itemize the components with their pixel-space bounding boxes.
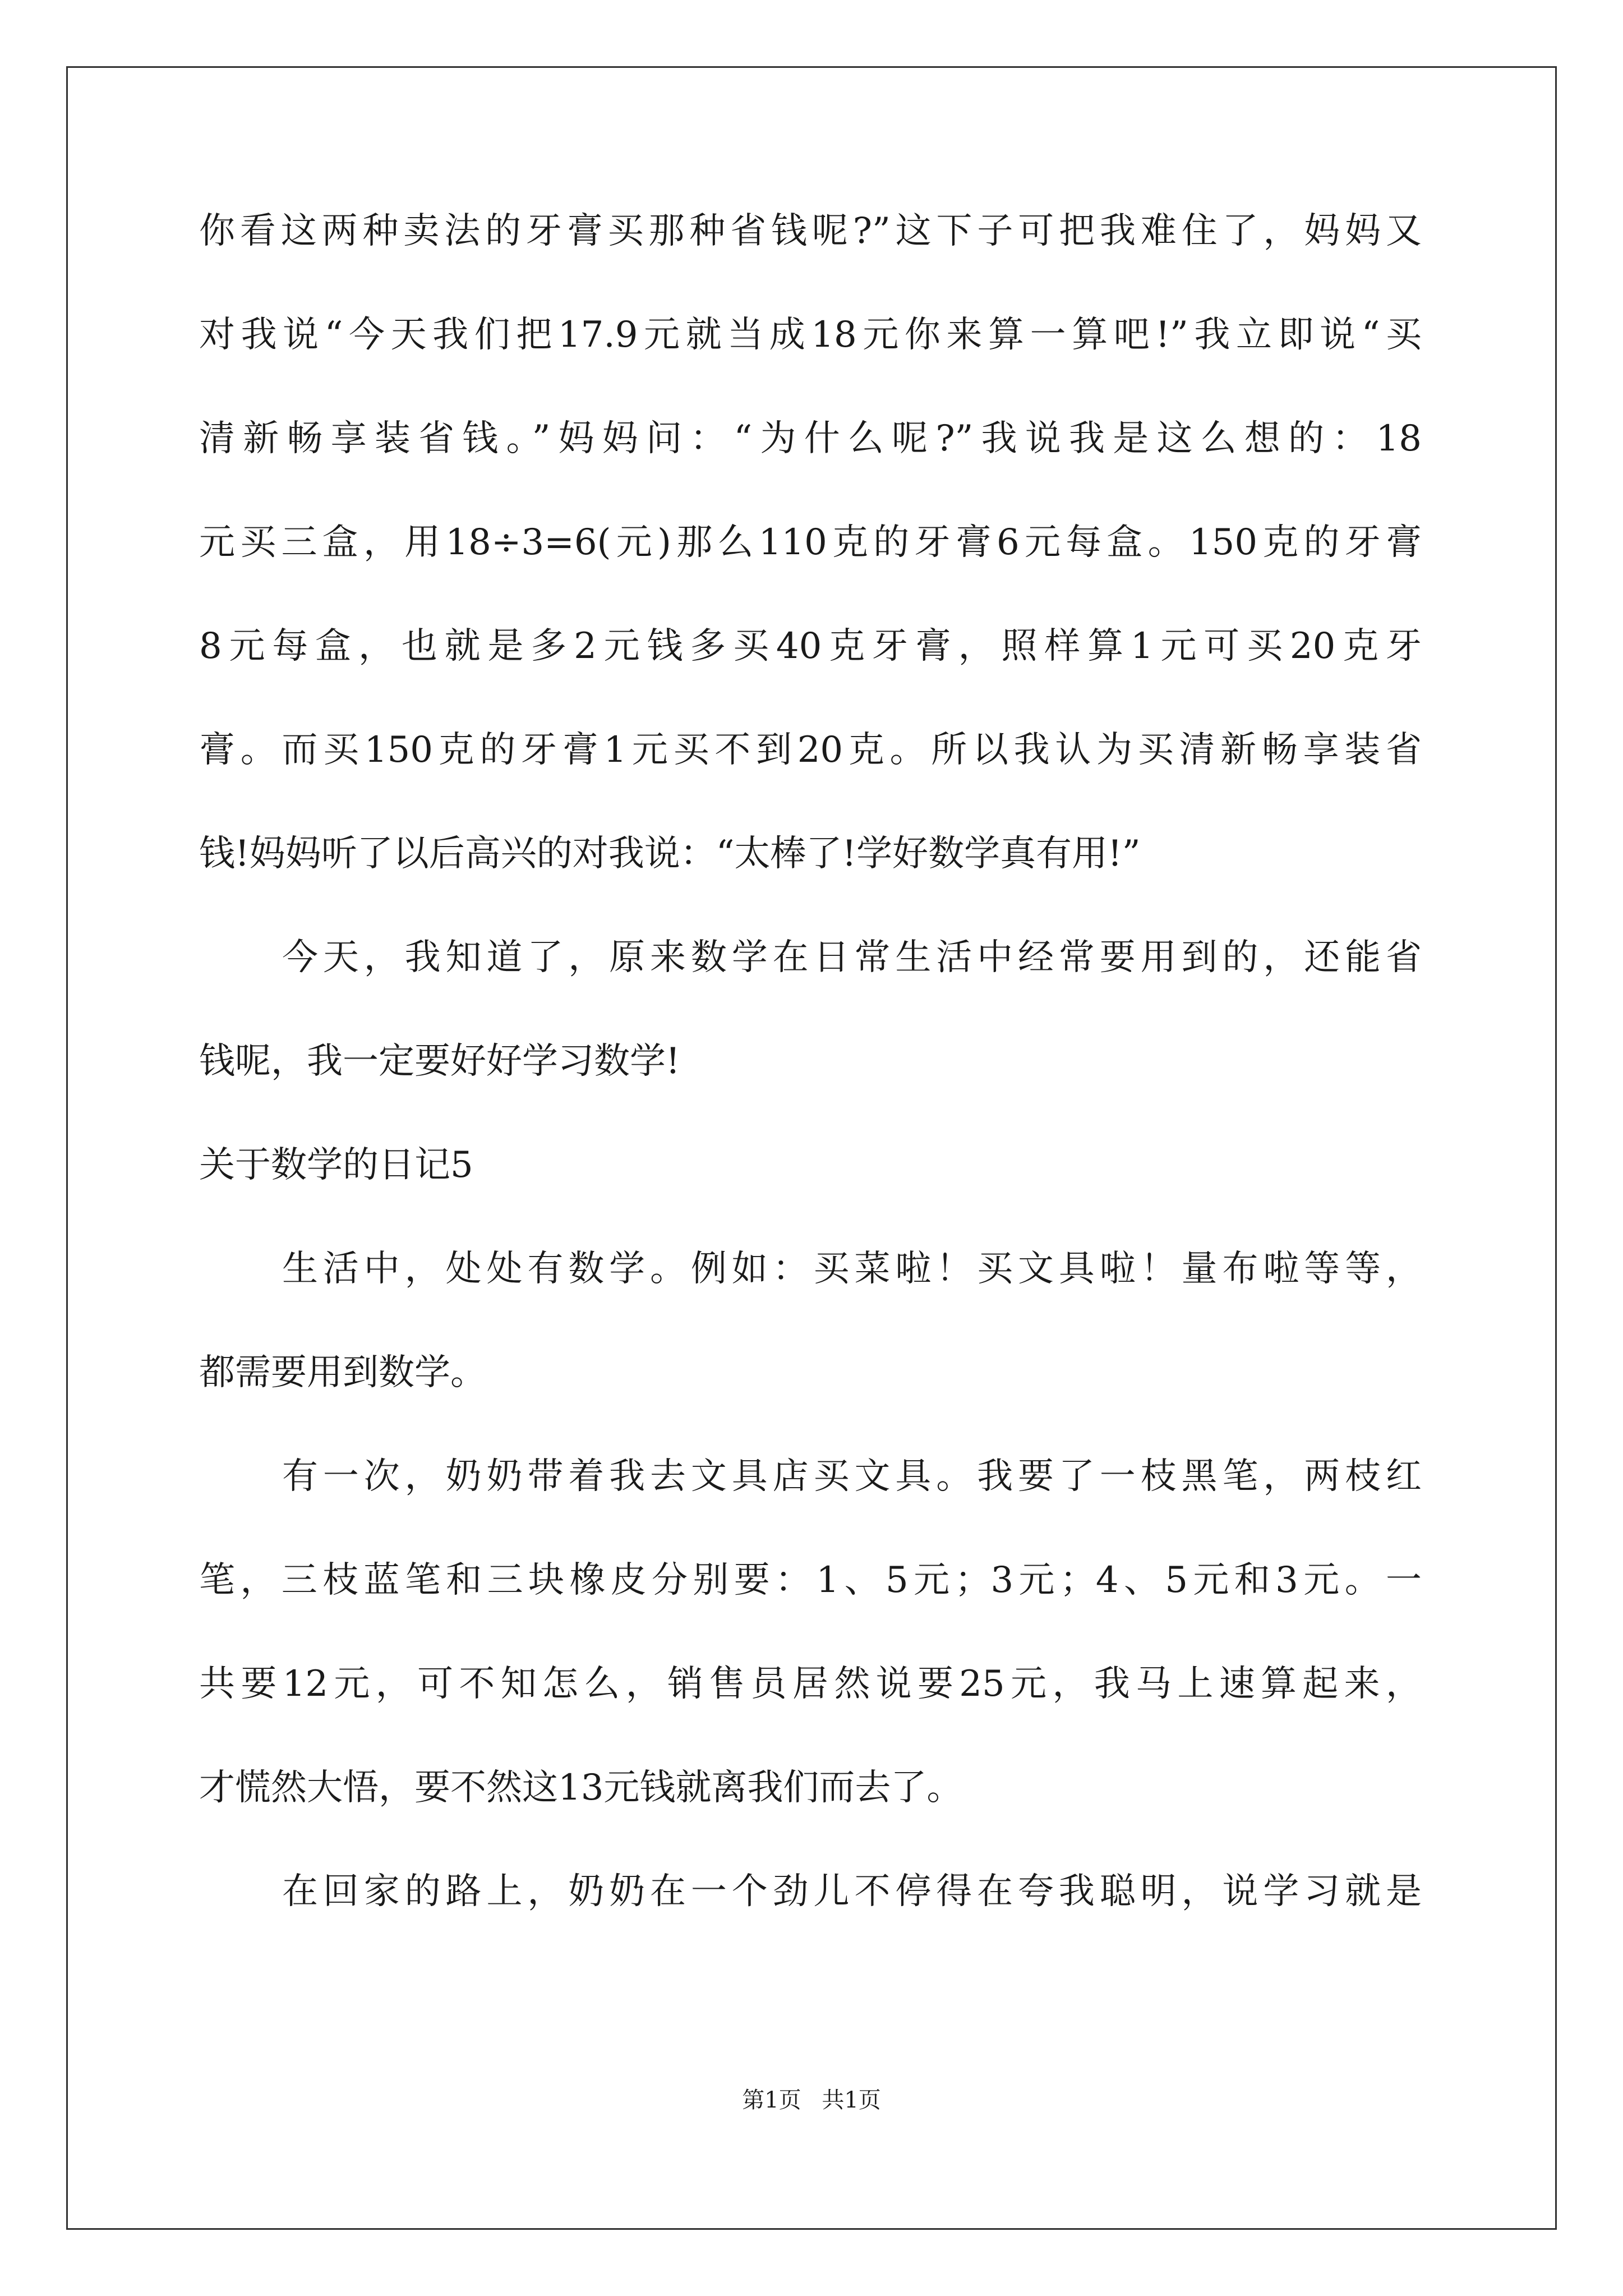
page-number: 第1页 — [742, 2087, 801, 2113]
text-line: 在回家的路上，奶奶在一个劲儿不停得在夸我聪明，说学习就是 — [282, 1871, 1422, 1912]
text-line: 都需要用到数学。 — [199, 1352, 486, 1393]
text-line: 今天，我知道了，原来数学在日常生活中经常要用到的，还能省 — [282, 937, 1422, 978]
text-line: 8元每盒，也就是多2元钱多买40克牙膏，照样算1元可买20克牙 — [199, 625, 1422, 667]
text-line: 钱呢，我一定要好好学习数学! — [199, 1041, 680, 1082]
text-line: 你看这两种卖法的牙膏买那种省钱呢?”这下子可把我难住了，妈妈又 — [199, 210, 1422, 252]
text-line: 生活中，处处有数学。例如：买菜啦！买文具啦！量布啦等等， — [282, 1248, 1422, 1290]
page-total: 共1页 — [822, 2087, 881, 2113]
text-line: 才慌然大悟，要不然这13元钱就离我们而去了。 — [199, 1767, 963, 1809]
document-body — [199, 210, 1422, 1975]
text-line: 有一次，奶奶带着我去文具店买文具。我要了一枝黑笔，两枝红 — [282, 1456, 1422, 1497]
text-line: 共要12元，可不知怎么，销售员居然说要25元，我马上速算起来， — [199, 1663, 1422, 1705]
text-line: 膏。而买150克的牙膏1元买不到20克。所以我认为买清新畅享装省 — [199, 729, 1422, 771]
text-line: 对我说“今天我们把17.9元就当成18元你来算一算吧!”我立即说“买 — [199, 314, 1422, 356]
text-line: 笔，三枝蓝笔和三块橡皮分别要：1、5元；3元；4、5元和3元。一 — [199, 1559, 1422, 1601]
text-line: 钱!妈妈听了以后高兴的对我说：“太棒了!学好数学真有用!” — [199, 833, 1141, 875]
page-footer — [0, 2087, 1623, 2114]
text-line: 元买三盒，用18÷3=6(元)那么110克的牙膏6元每盒。150克的牙膏 — [199, 522, 1422, 563]
section-heading: 关于数学的日记5 — [199, 1144, 473, 1186]
text-line: 清新畅享装省钱。”妈妈问：“为什么呢?”我说我是这么想的：18 — [199, 418, 1422, 459]
